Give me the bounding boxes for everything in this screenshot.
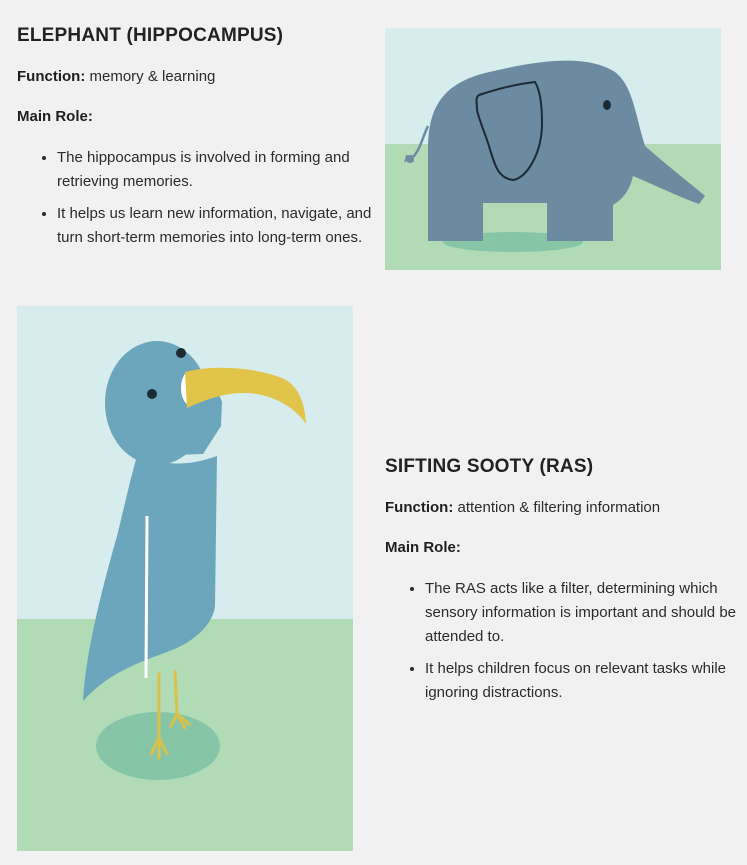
elephant-section-title: ELEPHANT (HIPPOCAMPUS): [17, 25, 284, 46]
sooty-function-label: Function:: [385, 499, 454, 516]
elephant-main-role-label: Main Role:: [17, 108, 93, 125]
list-item: • It helps us learn new information, navigate, and turn short-term memories into long-term ones.: [57, 202, 372, 250]
elephant-role-list: [17, 146, 372, 258]
sooty-role-list: [385, 577, 747, 713]
sooty-function: [385, 499, 660, 516]
sooty-section-title: SIFTING SOOTY (RAS): [385, 456, 594, 477]
list-item: • It helps children focus on relevant tasks while ignoring distractions.: [425, 657, 747, 705]
sooty-main-role: [385, 539, 461, 556]
elephant-illustration: [385, 28, 721, 270]
elephant-function-label: Function:: [17, 68, 86, 85]
list-item: • The RAS acts like a filter, determining which sensory information is important and should be attended to.: [425, 577, 747, 649]
elephant-function: [17, 68, 215, 85]
sooty-bird-illustration: [17, 306, 353, 851]
sooty-function-text: attention & filtering information: [457, 499, 661, 516]
sooty-main-role-label: Main Role:: [385, 539, 461, 556]
list-item: • The hippocampus is involved in forming and retrieving memories.: [57, 146, 372, 194]
elephant-function-text: memory & learning: [89, 68, 216, 85]
elephant-main-role: [17, 108, 93, 125]
